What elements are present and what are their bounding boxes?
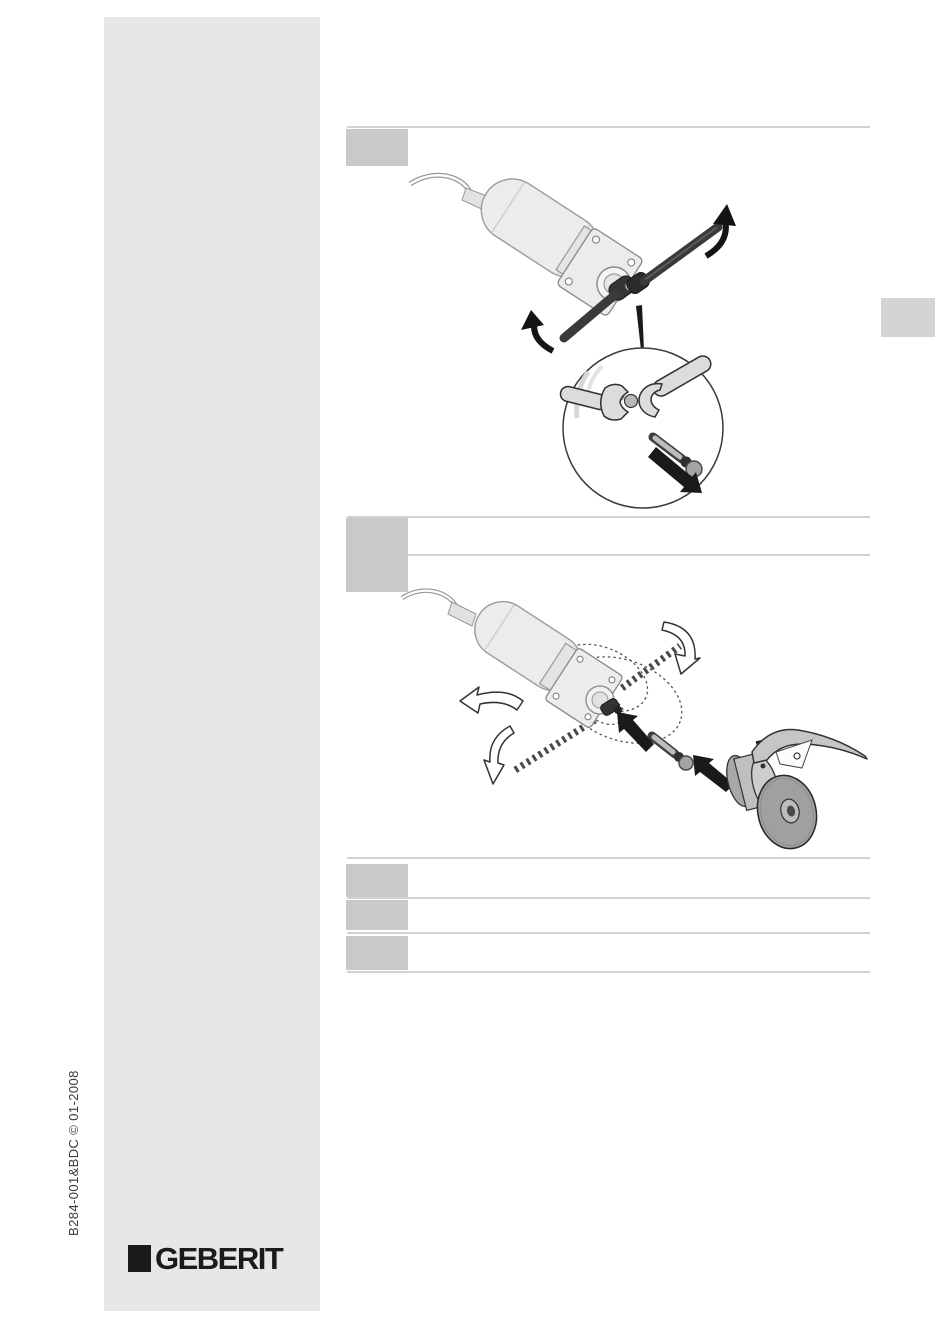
right-edge-section-tab	[881, 298, 935, 337]
divider	[408, 554, 870, 556]
rotation-arrow-icon	[460, 687, 523, 713]
geberit-logo-text: GEBERIT	[155, 1241, 283, 1276]
divider	[347, 932, 870, 934]
divider	[347, 971, 870, 973]
bolt-icon	[652, 736, 693, 770]
rotation-arrow-icon	[521, 310, 553, 351]
divider	[347, 126, 870, 128]
geberit-logo	[128, 1243, 282, 1274]
step-box-4	[346, 900, 408, 930]
mounting-arrow-icon	[617, 712, 654, 752]
detail-circle	[559, 348, 723, 508]
step-box-3	[346, 864, 408, 897]
callout-line	[636, 305, 644, 350]
divider	[347, 516, 870, 518]
left-gray-sidebar	[104, 17, 320, 1311]
document-code-vertical-text: B284-001&BDC © 01-2008	[66, 1070, 81, 1236]
spindle-nut-icon	[625, 395, 638, 408]
step-box-5	[346, 936, 408, 970]
divider	[347, 897, 870, 899]
step-2-illustration	[350, 560, 870, 860]
geberit-logo-square-icon	[128, 1245, 151, 1272]
power-cord-icon	[402, 591, 456, 606]
power-cord-icon	[410, 175, 470, 192]
step-1-illustration	[350, 140, 870, 515]
rotation-arrow-icon	[484, 726, 514, 784]
